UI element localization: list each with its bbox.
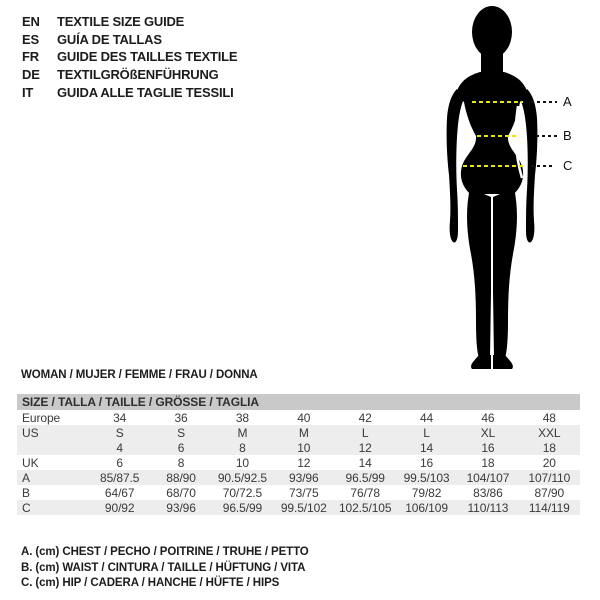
- size-cell: 10: [297, 440, 311, 455]
- size-cell: 102.5/105: [338, 500, 392, 515]
- size-cell: 12: [358, 440, 372, 455]
- size-cell: 10: [235, 455, 250, 470]
- size-cell: M: [298, 425, 309, 440]
- size-table-row: [17, 470, 580, 485]
- silhouette-left-foot: [471, 355, 491, 369]
- chest-measure-line: [472, 101, 523, 103]
- lang-label: GUÍA DE TALLAS: [57, 31, 162, 47]
- size-cell: 73/75: [289, 485, 319, 500]
- lang-code: EN: [22, 14, 40, 30]
- size-cell: L: [361, 425, 369, 440]
- lang-row-fr: [22, 48, 237, 66]
- marker-label-b: B: [563, 128, 572, 143]
- size-cell: 6: [177, 440, 185, 455]
- size-table-row: [17, 485, 580, 500]
- size-table-body: [17, 410, 580, 515]
- silhouette-right-leg: [493, 188, 517, 358]
- size-cell: XL: [480, 425, 496, 440]
- row-label: C: [22, 500, 31, 515]
- size-table-row: [17, 500, 580, 515]
- size-table-header: SIZE / TALLA / TAILLE / GRÖSSE / TAGLIA: [17, 394, 580, 410]
- size-cell: 18: [481, 455, 495, 470]
- size-cell: 14: [358, 455, 372, 470]
- size-cell: 114/119: [528, 500, 570, 515]
- hip-leader-line: [531, 165, 554, 167]
- silhouette-left-arm: [447, 89, 464, 242]
- size-cell: 16: [419, 455, 434, 470]
- size-cell: 79/82: [411, 485, 442, 500]
- size-cell: 48: [542, 410, 556, 425]
- size-cell: 20: [542, 455, 556, 470]
- waist-measure-line: [477, 135, 518, 137]
- size-cell: 107/110: [528, 470, 571, 485]
- size-cell: S: [115, 425, 124, 440]
- lang-code: DE: [22, 67, 40, 83]
- size-cell: 83/86: [473, 485, 503, 500]
- size-cell: 46: [481, 410, 495, 425]
- row-label: Europe: [22, 410, 61, 425]
- size-cell: 4: [116, 440, 123, 455]
- size-cell: 104/107: [466, 470, 510, 485]
- lang-row-en: [22, 13, 237, 31]
- size-table: [17, 394, 580, 515]
- row-label: US: [22, 425, 39, 440]
- size-table-row: [17, 440, 580, 455]
- lang-code: ES: [22, 31, 39, 47]
- size-cell: 96.5/99: [222, 500, 263, 515]
- size-cell: 16: [481, 440, 495, 455]
- row-label: B: [22, 485, 30, 500]
- lang-label: TEXTILGRÖßENFÜHRUNG: [57, 67, 219, 83]
- size-table-row: [17, 410, 580, 425]
- lang-row-de: [22, 66, 237, 84]
- marker-label-c: C: [563, 158, 573, 173]
- size-cell: 42: [358, 410, 372, 425]
- size-cell: 76/78: [350, 485, 380, 500]
- lang-label: GUIDA ALLE TAGLIE TESSILI: [57, 84, 234, 100]
- size-cell: 18: [542, 440, 556, 455]
- size-cell: 6: [116, 455, 123, 470]
- section-title-woman: WOMAN / MUJER / FEMME / FRAU / DONNA: [21, 369, 258, 381]
- size-cell: 110/113: [467, 500, 509, 515]
- size-cell: 96.5/99: [345, 470, 385, 485]
- size-cell: 93/96: [166, 500, 196, 515]
- size-cell: 106/109: [405, 500, 448, 515]
- lang-row-it: [22, 83, 237, 101]
- woman-silhouette-figure: [412, 2, 582, 374]
- size-cell: 93/96: [289, 470, 319, 485]
- size-cell: 85/87.5: [100, 470, 140, 485]
- language-title-list: [22, 13, 237, 101]
- legend-waist: B. (cm) WAIST / CINTURA / TAILLE / HÜFTUNG / VITA: [21, 561, 306, 574]
- size-cell: 64/67: [104, 485, 135, 500]
- size-cell: 38: [235, 410, 250, 425]
- size-cell: 44: [419, 410, 434, 425]
- size-cell: 99.5/102: [280, 500, 327, 515]
- lang-row-es: [22, 31, 237, 49]
- size-cell: 88/90: [166, 470, 196, 485]
- size-table-row: [17, 455, 580, 470]
- size-cell: 8: [177, 455, 185, 470]
- size-cell: 40: [297, 410, 311, 425]
- silhouette-left-leg: [467, 188, 491, 358]
- size-cell: 12: [297, 455, 311, 470]
- size-table-row: [17, 425, 580, 440]
- chest-leader-line: [531, 101, 557, 103]
- lang-label: GUIDE DES TAILLES TEXTILE: [57, 49, 238, 65]
- legend-hip: C. (cm) HIP / CADERA / HANCHE / HÜFTE / HIPS: [21, 577, 280, 590]
- size-cell: 34: [113, 410, 127, 425]
- legend-chest: A. (cm) CHEST / PECHO / POITRINE / TRUHE / PETTO: [21, 546, 309, 558]
- marker-label-a: A: [563, 94, 572, 109]
- row-label: A: [22, 470, 30, 485]
- row-label: UK: [22, 455, 39, 470]
- size-cell: 70/72.5: [222, 485, 263, 500]
- size-cell: 36: [174, 410, 188, 425]
- size-cell: 14: [419, 440, 434, 455]
- size-cell: S: [177, 425, 186, 440]
- size-cell: M: [237, 425, 248, 440]
- hip-measure-line: [463, 165, 524, 167]
- lang-code: FR: [22, 49, 39, 65]
- size-cell: 99.5/103: [403, 470, 450, 485]
- size-cell: 90.5/92.5: [217, 470, 268, 485]
- size-cell: 87/90: [534, 485, 565, 500]
- size-cell: 8: [239, 440, 246, 455]
- size-cell: L: [423, 425, 430, 440]
- measurement-legend: [21, 546, 309, 593]
- waist-leader-line: [536, 135, 557, 137]
- size-cell: 90/92: [104, 500, 135, 515]
- lang-label: TEXTILE SIZE GUIDE: [57, 14, 185, 30]
- silhouette-right-foot: [493, 355, 513, 369]
- size-cell: 68/70: [166, 485, 196, 500]
- lang-code: IT: [22, 84, 34, 100]
- size-cell: XXL: [538, 425, 561, 440]
- silhouette-neck: [481, 44, 503, 76]
